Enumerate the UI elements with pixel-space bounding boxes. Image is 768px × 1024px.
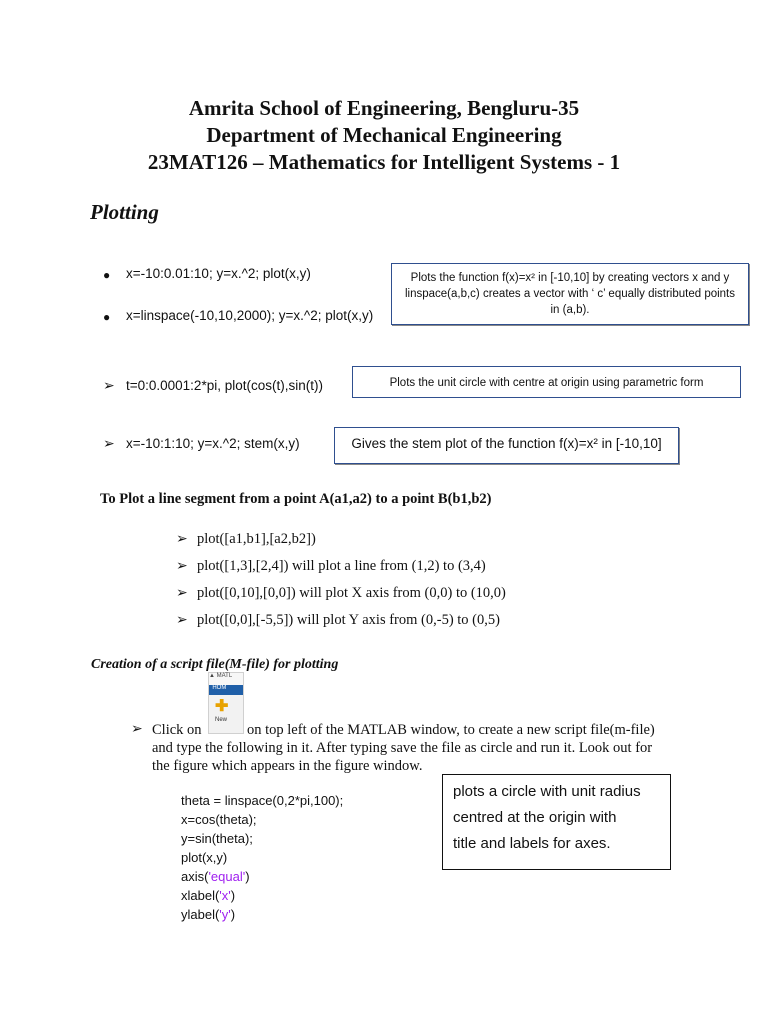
code-line: x=cos(theta); — [181, 812, 257, 827]
note-plot-function — [391, 263, 749, 325]
para-line-2: and type the following in it. After typing save the file as circle and run it. Look out for — [152, 740, 653, 756]
script-description-box — [442, 774, 671, 870]
arrow-bullet-icon: ➢ — [103, 435, 115, 451]
para-line-1: on top left of the MATLAB window, to create a new script file(m-file) — [247, 722, 655, 738]
matlab-home-tab: HOM — [209, 685, 243, 695]
code-line: plot(x,y) — [181, 850, 228, 865]
note-stem-plot: Gives the stem plot of the function f(x)=x² in [-10,10] — [334, 427, 679, 464]
line-segment-item: plot([0,0],[-5,5]) will plot Y axis from (0,-5) to (0,5) — [197, 612, 500, 628]
arrow-bullet-icon: ➢ — [131, 720, 143, 736]
plus-icon: ✚ — [215, 698, 229, 715]
code-line: y=sin(theta); — [181, 831, 253, 846]
matlab-new-script-icon — [208, 672, 244, 734]
box-line: plots a circle with unit radius — [453, 783, 641, 800]
command-2: x=linspace(-10,10,2000); y=x.^2; plot(x,y) — [126, 308, 374, 323]
note-line: linspace(a,b,c) creates a vector with ‘ c’ equally distributed points — [404, 288, 736, 300]
note-unit-circle: Plots the unit circle with centre at origin using parametric form — [352, 366, 741, 398]
code-line: theta = linspace(0,2*pi,100); — [181, 793, 344, 808]
script-section-title: Creation of a script file(M-file) for plotting — [91, 657, 339, 672]
note-line: Plots the function f(x)=x² in [-10,10] by creating vectors x and y — [410, 272, 730, 284]
para-line-3: the figure which appears in the figure window. — [152, 758, 423, 774]
bullet-icon: ● — [103, 310, 111, 324]
line-segment-item: plot([1,3],[2,4]) will plot a line from (1,2) to (3,4) — [197, 558, 486, 574]
code-line: axis('equal') — [181, 869, 250, 884]
command-1: x=-10:0.01:10; y=x.^2; plot(x,y) — [126, 266, 311, 281]
code-line: ylabel('y') — [181, 907, 236, 922]
box-line: centred at the origin with — [453, 809, 617, 826]
box-line: title and labels for axes. — [453, 835, 611, 852]
header-institution: Amrita School of Engineering, Bengluru-35 — [188, 96, 580, 120]
matlab-title-text: ▲ MATL — [209, 673, 243, 685]
arrow-bullet-icon: ➢ — [176, 530, 188, 546]
note-line: in (a,b). — [550, 304, 590, 316]
arrow-bullet-icon: ➢ — [103, 377, 115, 393]
command-3: t=0:0.0001:2*pi, plot(cos(t),sin(t)) — [126, 378, 323, 393]
code-line: xlabel('x') — [181, 888, 236, 903]
bullet-icon: ● — [103, 268, 111, 282]
line-segment-item: plot([0,10],[0,0]) will plot X axis from (0,0) to (10,0) — [197, 585, 506, 601]
line-segment-title: To Plot a line segment from a point A(a1,a2) to a point B(b1,b2) — [100, 491, 492, 507]
arrow-bullet-icon: ➢ — [176, 611, 188, 627]
line-segment-item: plot([a1,b1],[a2,b2]) — [197, 531, 316, 547]
section-title: Plotting — [90, 200, 159, 224]
arrow-bullet-icon: ➢ — [176, 557, 188, 573]
command-4: x=-10:1:10; y=x.^2; stem(x,y) — [126, 436, 300, 451]
arrow-bullet-icon: ➢ — [176, 584, 188, 600]
header-course: 23MAT126 – Mathematics for Intelligent Systems - 1 — [147, 150, 621, 174]
click-on-text: Click on — [152, 722, 202, 738]
new-label: New — [215, 717, 228, 723]
header-department: Department of Mechanical Engineering — [206, 123, 562, 147]
script-code-block — [181, 791, 343, 924]
